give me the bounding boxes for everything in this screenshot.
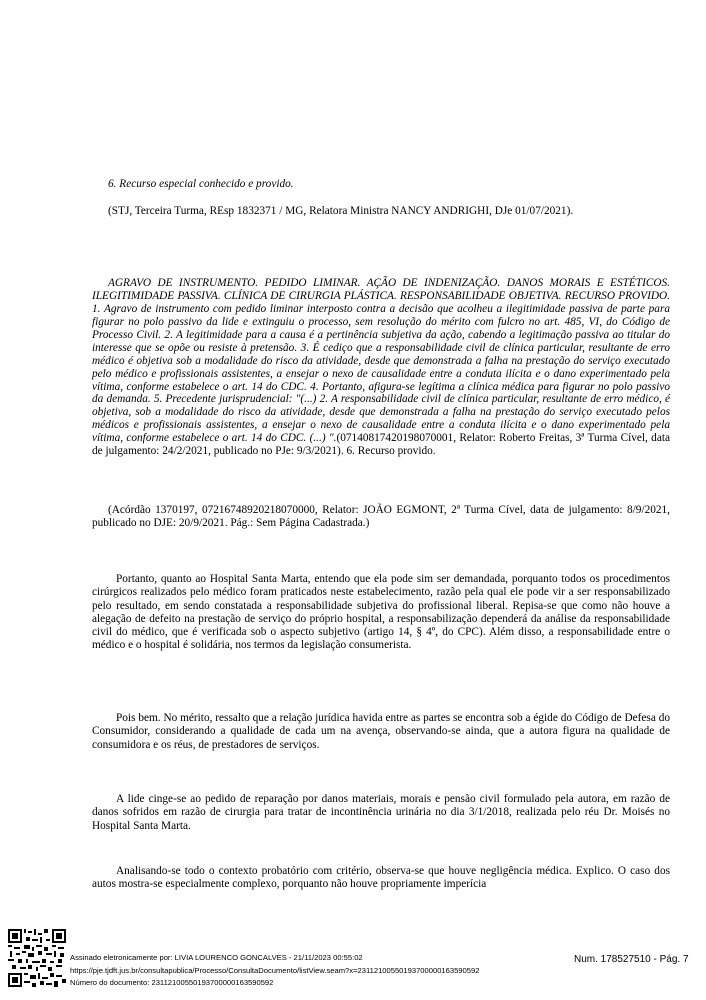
paragraph-acordao-citation: (Acórdão 1370197, 07216748920218070000, Relator: JOÃO EGMONT, 2ª Turma Cível, data de julgamento: 8/9/2021, publicado no DJE: 20/9/2021. Pág.: Sem Página Cadastrada.) <box>92 504 670 530</box>
paragraph-lide: A lide cinge-se ao pedido de reparação por danos materiais, morais e pensão civil formulado pela autora, em razão de danos sofridos em razão de cirurgia para tratar de incontinência urinária no dia 3/1/2018, realizada pelo réu Dr. Moisés no Hospital Santa Marta. <box>92 793 670 832</box>
footer-url-link[interactable]: https://pje.tjdft.jus.br/consultapublica/Processo/ConsultaDocumento/listView.seam?x=23112100550193700000163590592 <box>70 966 480 975</box>
paragraph-hospital-santa-marta: Portanto, quanto ao Hospital Santa Marta, entendo que ela pode sim ser demandada, porquanto todos os procedimentos cirúrgicos realizados pelo médico foram praticados neste estabelecimento, razão pela qual ele pode vir a ser responsabilizado pelo resultado, em sendo constatada a responsabilidade subjetiva do profissional liberal. Repisa-se que como não houve a alegação de defeito na prestação de serviço do próprio hospital, a responsabilização dependerá da análise da responsabilidade civil do médico, que é verificada sob o aspecto subjetivo (artigo 14, § 4º, do CPC). Além disso, a responsabilidade entre o médico e o hospital é solidária, nos termos da legislação consumerista. <box>92 573 670 652</box>
ementa-citation-text: (07140817420198070001, Relator: Roberto Freitas, 3ª Turma Cível, data de julgamento: 24/2/2021, publicado no PJe: 9/3/2021). 6. Recurso provido. <box>92 432 670 458</box>
footer-document-number: Número do documento: 23112100550193700000163590592 <box>70 978 274 987</box>
qr-code-icon <box>8 929 66 987</box>
paragraph-recurso-provido: 6. Recurso especial conhecido e provido. <box>108 178 294 190</box>
ementa-italic-text: AGRAVO DE INSTRUMENTO. PEDIDO LIMINAR. AÇÃO DE INDENIZAÇÃO. DANOS MORAIS E ESTÉTICOS. ILEGITIMIDADE PASSIVA. CLÍNICA DE CIRURGIA PLÁSTICA. RESPONSABILIDADE OBJETIVA. RECURSO PROVIDO. 1. Agravo de instrumento com pedido liminar interposto contra a decisão que acolheu a ilegitimidade passiva de parte para figurar no polo passivo da lide e extinguiu o processo, sem resolução do mérito com fulcro no art. 485, VI, do Código de Processo Civil. 2. A legitimidade para a causa é a pertinência subjetiva da ação, cabendo a legitimação passiva ao titular do interesse que se opõe ou resiste à pretensão. 3. É cediço que a responsabilidade civil de clínica particular, resultante de erro médico é objetiva sob a modalidade do risco da atividade, desde que demonstrada a falha na prestação do serviço executado pelo médico e profissionais assistentes, a ensejar o nexo de causalidade entre a conduta ilícita e o dano experimentado pela vítima, conforme estabelece o art. 14 do CDC. 4. Portanto, afigura-se legítima a clínica médica para figurar no polo passivo da demanda. 5. Precedente jurisprudencial: "(...) 2. A responsabilidade civil de clínica particular, resultante de erro médico, é objetiva, sob a modalidade do risco da atividade, desde que demonstrada a falha na prestação do serviço executado pelos médicos e profissionais assistentes, a ensejar o nexo de causalidade entre a conduta ilícita e o dano experimentado pela vítima, conforme estabelece o art. 14 do CDC. (...) ". <box>92 277 670 445</box>
footer-signature: Assinado eletronicamente por: LIVIA LOURENCO GONCALVES - 21/11/2023 00:55:02 <box>70 953 363 962</box>
paragraph-negligencia: Analisando-se todo o contexto probatório com critério, observa-se que houve negligência médica. Explico. O caso dos autos mostra-se especialmente complexo, porquanto não houve propriamente imperícia <box>92 865 670 891</box>
paragraph-agravo-ementa <box>92 277 670 458</box>
paragraph-merito: Pois bem. No mérito, ressalto que a relação jurídica havida entre as partes se encontra sob a égide do Código de Defesa do Consumidor, considerando a qualidade de cada um na avença, observando-se ainda, que a autora figura na qualidade de consumidora e os réus, de prestadores de serviços. <box>92 712 670 751</box>
paragraph-stj-citation: (STJ, Terceira Turma, REsp 1832371 / MG, Relatora Ministra NANCY ANDRIGHI, DJe 01/07/2021). <box>108 205 574 217</box>
page-number: Num. 178527510 - Pág. 7 <box>574 954 689 965</box>
